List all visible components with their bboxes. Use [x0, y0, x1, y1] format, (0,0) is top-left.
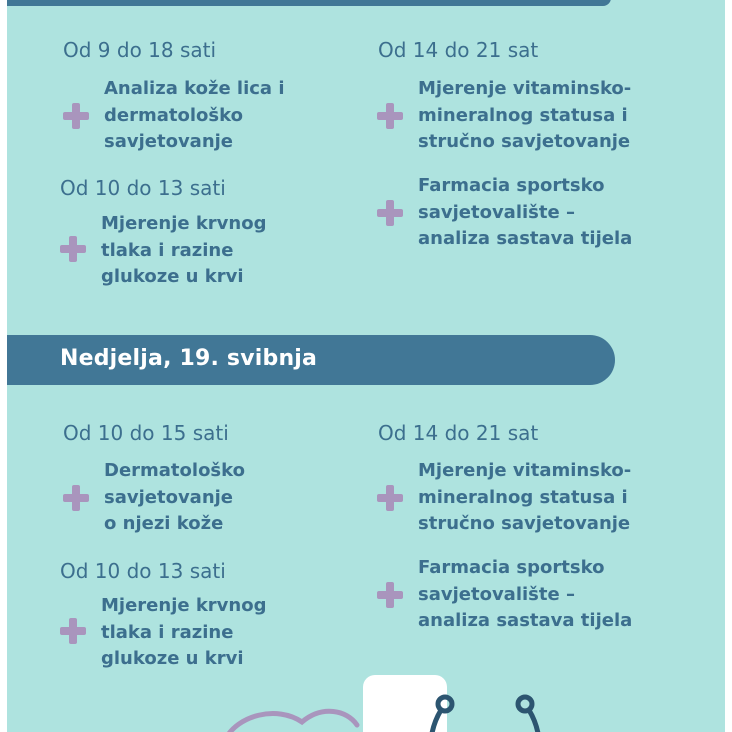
time-label: Od 14 do 21 sat: [378, 421, 539, 445]
service-description: Dermatološko savjetovanje o njezi kože: [104, 460, 246, 534]
schedule-panel: [7, 0, 725, 732]
plus-icon: [377, 103, 403, 129]
service-description: Farmacia sportsko savjetovalište – analiza sastava tijela: [418, 557, 633, 631]
plus-icon: [63, 103, 89, 129]
service-description: Mjerenje vitaminsko- mineralnog statusa i stručno savjetovanje: [418, 78, 632, 152]
plus-icon: [377, 485, 403, 511]
service-description: Mjerenje krvnog tlaka i razine glukoze u krvi: [101, 213, 267, 287]
stethoscope-icon: [207, 680, 567, 732]
service-description: Mjerenje vitaminsko- mineralnog statusa i stručno savjetovanje: [418, 460, 632, 534]
plus-icon: [60, 618, 86, 644]
plus-icon: [377, 200, 403, 226]
time-label: Od 10 do 13 sati: [60, 559, 226, 583]
time-label: Od 9 do 18 sati: [63, 38, 217, 62]
day-banner-sunday: [7, 335, 615, 385]
service-description: Farmacia sportsko savjetovalište – analiza sastava tijela: [418, 175, 633, 249]
plus-icon: [377, 582, 403, 608]
day-banner-top: [7, 0, 611, 6]
service-description: Mjerenje krvnog tlaka i razine glukoze u krvi: [101, 595, 267, 669]
day-title: Nedjelja, 19. svibnja: [60, 346, 318, 371]
time-label: Od 14 do 21 sat: [378, 38, 539, 62]
plus-icon: [63, 485, 89, 511]
time-label: Od 10 do 13 sati: [60, 176, 226, 200]
service-description: Analiza kože lica i dermatološko savjetovanje: [104, 78, 285, 152]
time-label: Od 10 do 15 sati: [63, 421, 229, 445]
plus-icon: [60, 236, 86, 262]
